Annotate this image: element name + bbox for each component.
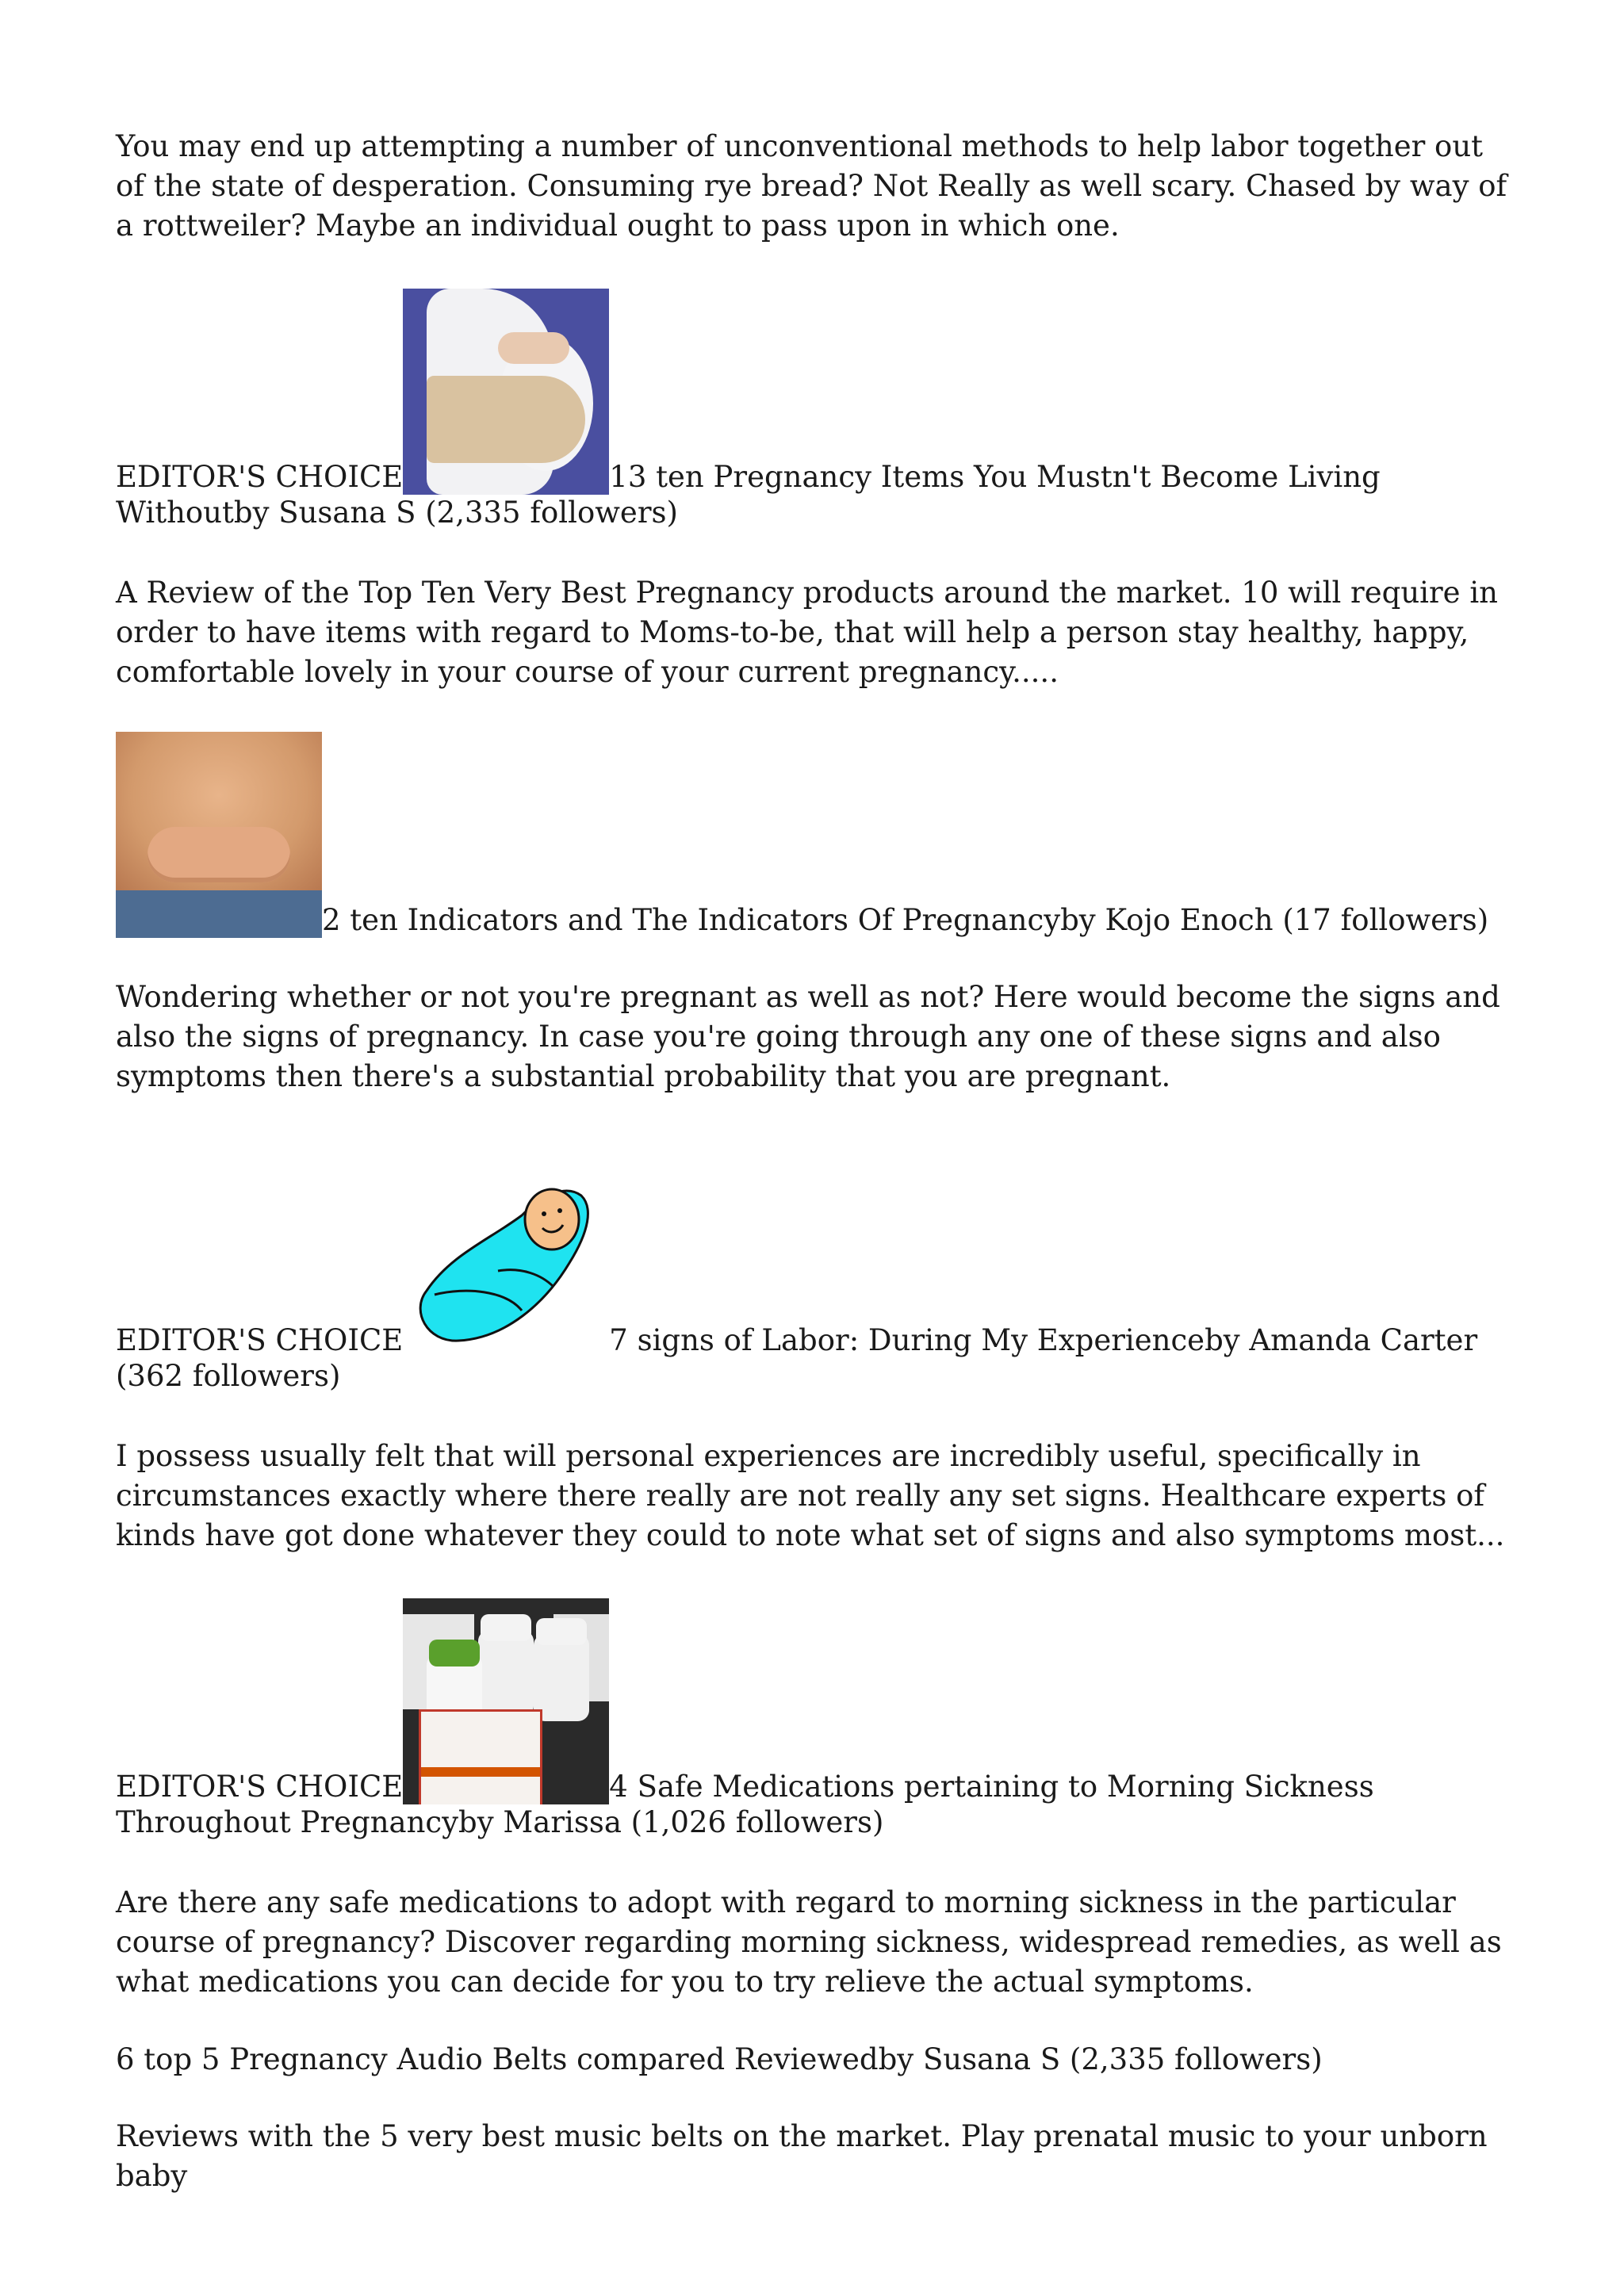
item-description: A Review of the Top Ten Very Best Pregnancy products around the market. 10 will require in order to have items with regard to Moms-to-be, that will help a person stay healthy, happy, comfortable lovely in your course of your current pregnancy..... [116, 576, 1498, 689]
related-item-link[interactable]: 7 signs of Labor: During My Experienceby Amanda Carter (362 followers) [116, 1323, 1478, 1393]
spacer [116, 1394, 1519, 1437]
spacer [116, 692, 1519, 732]
spacer [116, 530, 1519, 573]
item-description: Are there any safe medications to adopt with regard to morning sickness in the particular course of pregnancy? Discover regarding morning sickness, widespread remedies, as well as what medications you can decide for you to try relieve the actual symptoms. [116, 1885, 1502, 1999]
related-item[interactable] [116, 1152, 1519, 1394]
editors-choice-badge: EDITOR'S CHOICE [116, 460, 404, 494]
related-item[interactable] [116, 732, 1519, 938]
related-item-link[interactable]: 2 ten Indicators and The Indicators Of Pregnancyby Kojo Enoch (17 followers) [322, 903, 1489, 937]
swaddled-baby-image[interactable] [403, 1152, 609, 1358]
spacer [116, 2077, 1519, 2117]
medication-image[interactable] [403, 1598, 609, 1804]
spacer [116, 2002, 1519, 2042]
related-item-link[interactable]: 4 Safe Medications pertaining to Morning Sickness Throughout Pregnancyby Marissa (1,026 followers) [116, 1770, 1374, 1839]
spacer [116, 1556, 1519, 1598]
article-body [116, 127, 1519, 2196]
related-item[interactable] [116, 289, 1519, 530]
editors-choice-badge: EDITOR'S CHOICE [116, 1770, 404, 1804]
item-description: Reviews with the 5 very best music belts on the market. Play prenatal music to your unborn baby [116, 2119, 1488, 2193]
editors-choice-badge: EDITOR'S CHOICE [116, 1323, 404, 1357]
baby-illustration [403, 1152, 609, 1358]
item-description: Wondering whether or not you're pregnant as well as not? Here would become the signs and also the signs of pregnancy. In case you're going through any one of these signs and also symptoms then there's a substantial probability that you are pregnant. [116, 980, 1500, 1093]
maternity-belt-image[interactable] [403, 289, 609, 495]
spacer [116, 1840, 1519, 1883]
related-item[interactable] [116, 1598, 1519, 1840]
related-item-link[interactable]: 6 top 5 Pregnancy Audio Belts compared Reviewedby Susana S (2,335 followers) [116, 2042, 1323, 2076]
related-item[interactable] [116, 2042, 1519, 2077]
item-description: I possess usually felt that will personal experiences are incredibly useful, specifically in circumstances exactly where there really are not really any set signs. Healthcare experts of kinds have got done whatever they could to note what set of signs and also symptoms most... [116, 1439, 1505, 1552]
intro-paragraph: You may end up attempting a number of unconventional methods to help labor together out of the state of desperation. Consuming rye bread? Not Really as well scary. Chased by way of a rottweiler? Maybe an individual ought to pass upon in which one. [116, 129, 1507, 243]
pregnant-belly-image[interactable] [116, 732, 322, 938]
spacer [116, 1096, 1519, 1152]
spacer [116, 938, 1519, 978]
spacer [116, 246, 1519, 289]
related-item-link[interactable]: 13 ten Pregnancy Items You Mustn't Become Living Withoutby Susana S (2,335 followers) [116, 460, 1381, 530]
